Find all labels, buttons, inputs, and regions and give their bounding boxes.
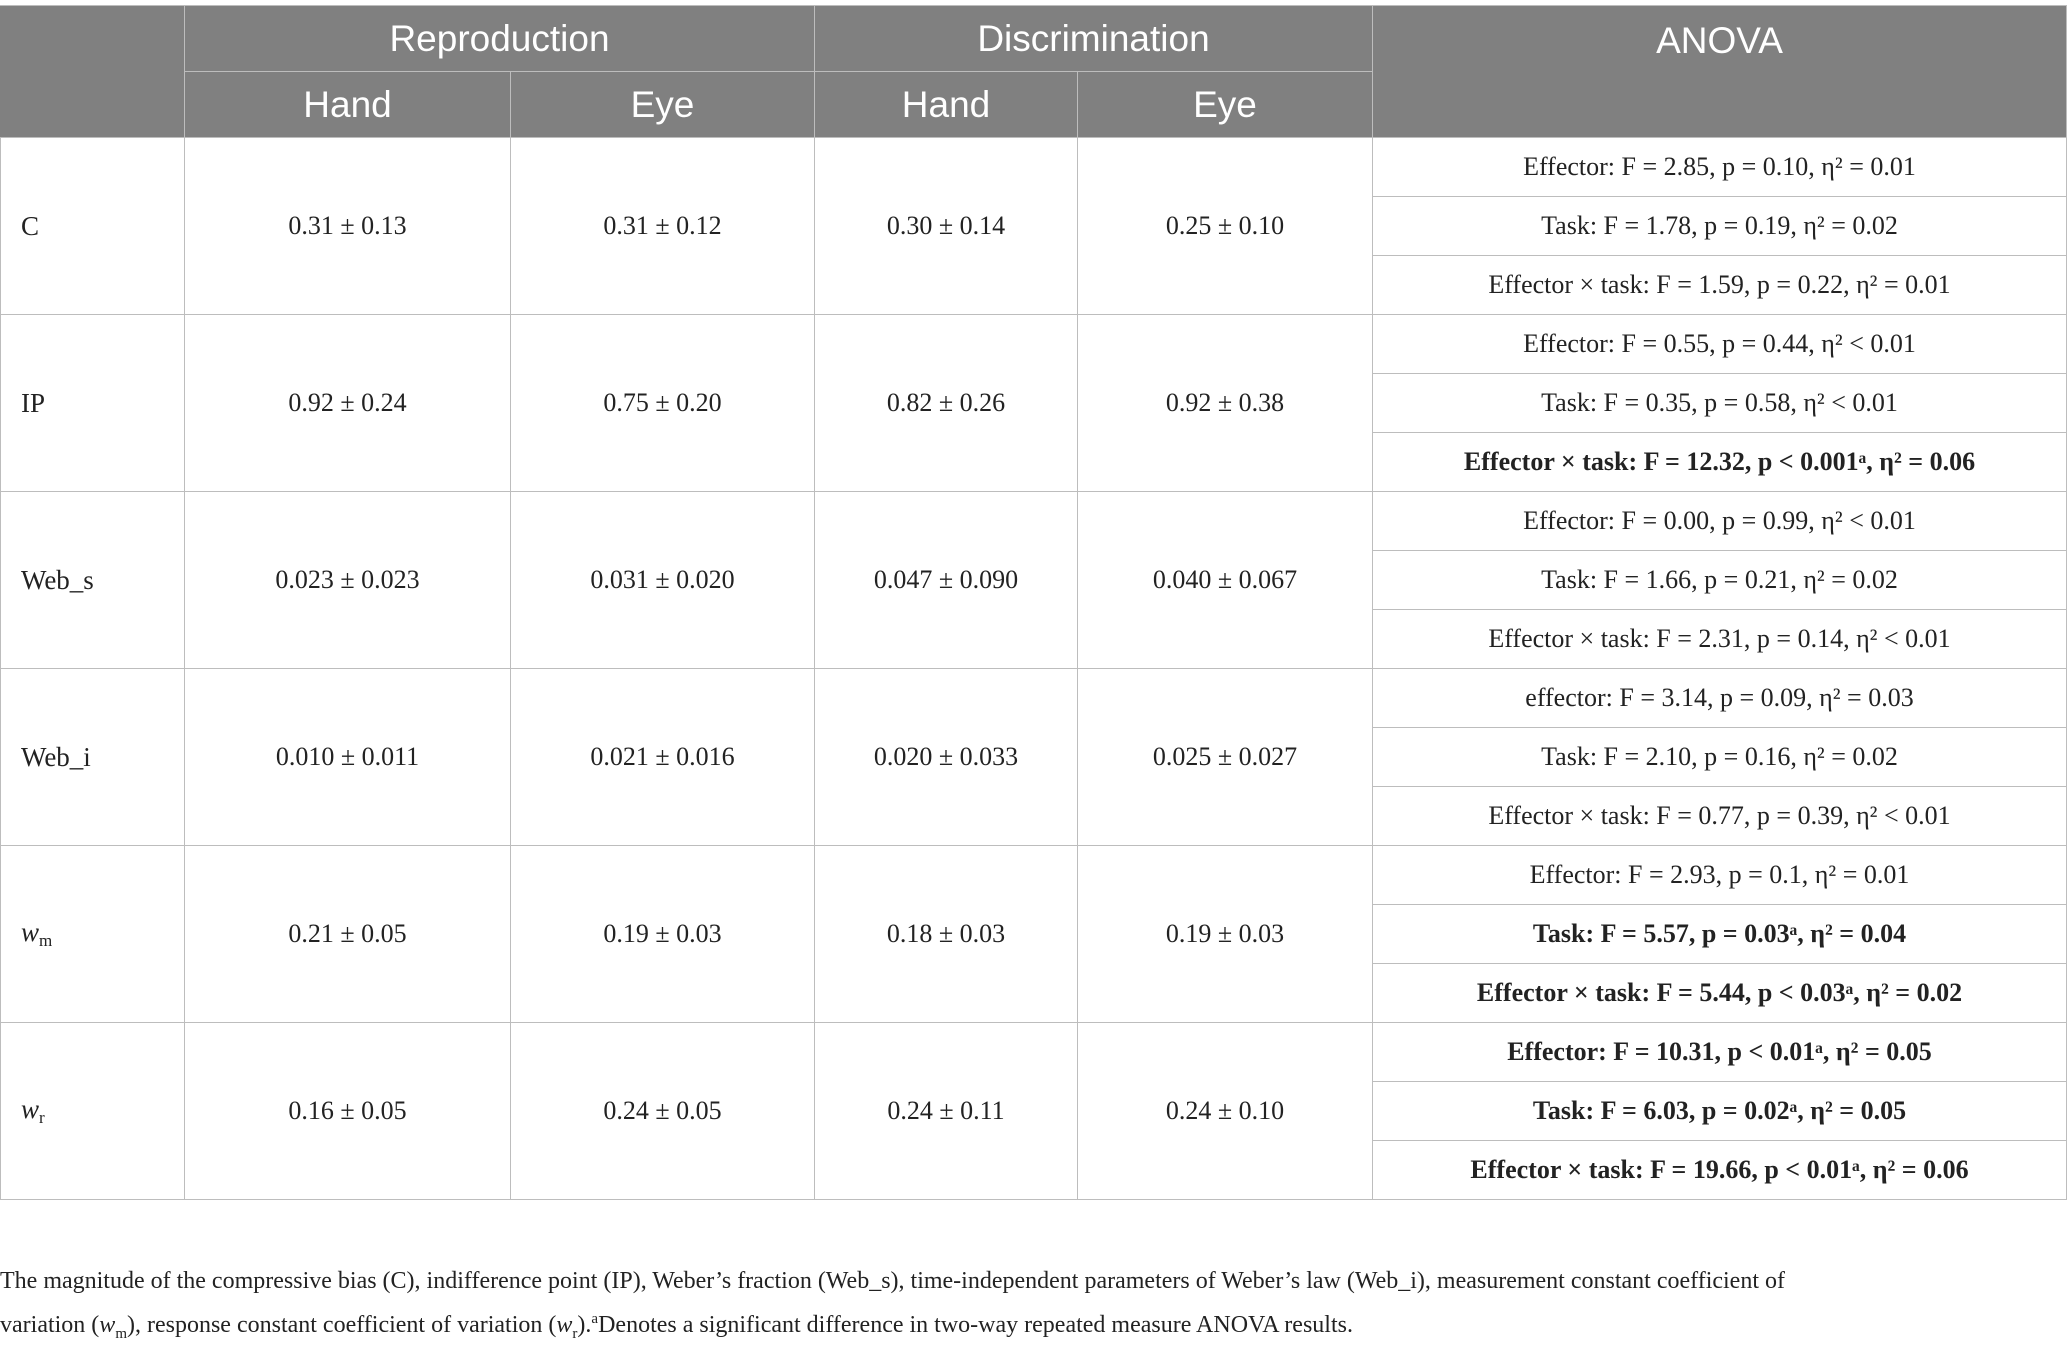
cell-discrimination-hand: 0.24 ± 0.11 xyxy=(815,1023,1078,1200)
anova-result: Task: F = 0.35, p = 0.58, η² < 0.01 xyxy=(1373,374,2067,433)
header-anova: ANOVA xyxy=(1373,6,2067,138)
cell-reproduction-eye: 0.31 ± 0.12 xyxy=(511,138,815,315)
cell-discrimination-eye: 0.025 ± 0.027 xyxy=(1078,669,1373,846)
cell-discrimination-eye: 0.19 ± 0.03 xyxy=(1078,846,1373,1023)
cell-discrimination-eye: 0.25 ± 0.10 xyxy=(1078,138,1373,315)
row-label-subscript: m xyxy=(39,931,53,950)
table-row xyxy=(1,315,2067,374)
cell-reproduction-eye: 0.031 ± 0.020 xyxy=(511,492,815,669)
cell-reproduction-hand: 0.92 ± 0.24 xyxy=(185,315,511,492)
cell-reproduction-eye: 0.24 ± 0.05 xyxy=(511,1023,815,1200)
header-discrimination-hand: Hand xyxy=(815,72,1078,138)
cell-discrimination-eye: 0.92 ± 0.38 xyxy=(1078,315,1373,492)
row-label: C xyxy=(1,138,185,315)
footnote-wm-subscript: m xyxy=(115,1325,127,1342)
cell-discrimination-eye: 0.040 ± 0.067 xyxy=(1078,492,1373,669)
header-reproduction-hand: Hand xyxy=(185,72,511,138)
cell-discrimination-hand: 0.047 ± 0.090 xyxy=(815,492,1078,669)
table-body xyxy=(1,138,2067,1200)
anova-result: Task: F = 6.03, p = 0.02ᵃ, η² = 0.05 xyxy=(1373,1082,2067,1141)
header-discrimination: Discrimination xyxy=(815,6,1373,72)
cell-reproduction-eye: 0.021 ± 0.016 xyxy=(511,669,815,846)
footnote-text-d: Denotes a significant difference in two-way repeated measure ANOVA results. xyxy=(598,1312,1353,1338)
anova-result: Effector × task: F = 5.44, p < 0.03ᵃ, η² = 0.02 xyxy=(1373,964,2067,1023)
cell-reproduction-hand: 0.023 ± 0.023 xyxy=(185,492,511,669)
results-table-container xyxy=(0,5,2066,1200)
row-label: Web_s xyxy=(1,492,185,669)
anova-result: Effector × task: F = 0.77, p = 0.39, η² < 0.01 xyxy=(1373,787,2067,846)
anova-result: Effector × task: F = 12.32, p < 0.001ᵃ, η² = 0.06 xyxy=(1373,433,2067,492)
anova-result: Effector: F = 10.31, p < 0.01ᵃ, η² = 0.05 xyxy=(1373,1023,2067,1082)
anova-result: Task: F = 2.10, p = 0.16, η² = 0.02 xyxy=(1373,728,2067,787)
cell-discrimination-eye: 0.24 ± 0.10 xyxy=(1078,1023,1373,1200)
anova-result: Effector: F = 0.55, p = 0.44, η² < 0.01 xyxy=(1373,315,2067,374)
anova-result: Effector × task: F = 19.66, p < 0.01ᵃ, η² = 0.06 xyxy=(1373,1141,2067,1200)
table-row xyxy=(1,669,2067,728)
anova-result: Effector: F = 2.93, p = 0.1, η² = 0.01 xyxy=(1373,846,2067,905)
row-label xyxy=(1,846,185,1023)
header-reproduction: Reproduction xyxy=(185,6,815,72)
table-row xyxy=(1,1023,2067,1082)
footnote-wm-symbol: w xyxy=(99,1312,116,1338)
footnote-text-a: variation ( xyxy=(0,1312,100,1338)
footnote-wr-symbol: w xyxy=(556,1312,573,1338)
row-label-symbol: w xyxy=(21,917,40,947)
footnote-text-c: ). xyxy=(577,1312,592,1338)
cell-discrimination-hand: 0.18 ± 0.03 xyxy=(815,846,1078,1023)
row-label: IP xyxy=(1,315,185,492)
header-row-1 xyxy=(1,6,2067,72)
anova-result: Effector × task: F = 2.31, p = 0.14, η² < 0.01 xyxy=(1373,610,2067,669)
anova-result: Effector × task: F = 1.59, p = 0.22, η² = 0.01 xyxy=(1373,256,2067,315)
table-row xyxy=(1,138,2067,197)
anova-result: Effector: F = 0.00, p = 0.99, η² < 0.01 xyxy=(1373,492,2067,551)
table-row xyxy=(1,846,2067,905)
anova-result: Task: F = 1.66, p = 0.21, η² = 0.02 xyxy=(1373,551,2067,610)
footnote-superscript-a: a xyxy=(591,1311,599,1327)
table-footnote xyxy=(0,1262,2066,1353)
row-label: Web_i xyxy=(1,669,185,846)
cell-reproduction-hand: 0.31 ± 0.13 xyxy=(185,138,511,315)
anova-result: Effector: F = 2.85, p = 0.10, η² = 0.01 xyxy=(1373,138,2067,197)
footnote-text-b: ), response constant coefficient of variation ( xyxy=(126,1312,557,1338)
footnote-line-1: The magnitude of the compressive bias (C), indifference point (IP), Weber’s fraction (Web_s), time-independent parameters of Weber’s law (Web_i), measurement constant coefficient of xyxy=(0,1268,1785,1294)
footnote-wr-subscript: r xyxy=(572,1325,578,1342)
table-row xyxy=(1,492,2067,551)
anova-result: effector: F = 3.14, p = 0.09, η² = 0.03 xyxy=(1373,669,2067,728)
cell-reproduction-hand: 0.21 ± 0.05 xyxy=(185,846,511,1023)
results-table xyxy=(0,5,2067,1200)
anova-result: Task: F = 5.57, p = 0.03ᵃ, η² = 0.04 xyxy=(1373,905,2067,964)
header-reproduction-eye: Eye xyxy=(511,72,815,138)
header-corner xyxy=(1,6,185,138)
cell-discrimination-hand: 0.020 ± 0.033 xyxy=(815,669,1078,846)
cell-reproduction-eye: 0.75 ± 0.20 xyxy=(511,315,815,492)
row-label-subscript: r xyxy=(39,1108,45,1127)
header-discrimination-eye: Eye xyxy=(1078,72,1373,138)
cell-reproduction-hand: 0.16 ± 0.05 xyxy=(185,1023,511,1200)
row-label xyxy=(1,1023,185,1200)
cell-discrimination-hand: 0.30 ± 0.14 xyxy=(815,138,1078,315)
cell-reproduction-eye: 0.19 ± 0.03 xyxy=(511,846,815,1023)
cell-reproduction-hand: 0.010 ± 0.011 xyxy=(185,669,511,846)
anova-result: Task: F = 1.78, p = 0.19, η² = 0.02 xyxy=(1373,197,2067,256)
cell-discrimination-hand: 0.82 ± 0.26 xyxy=(815,315,1078,492)
row-label-symbol: w xyxy=(21,1094,40,1124)
